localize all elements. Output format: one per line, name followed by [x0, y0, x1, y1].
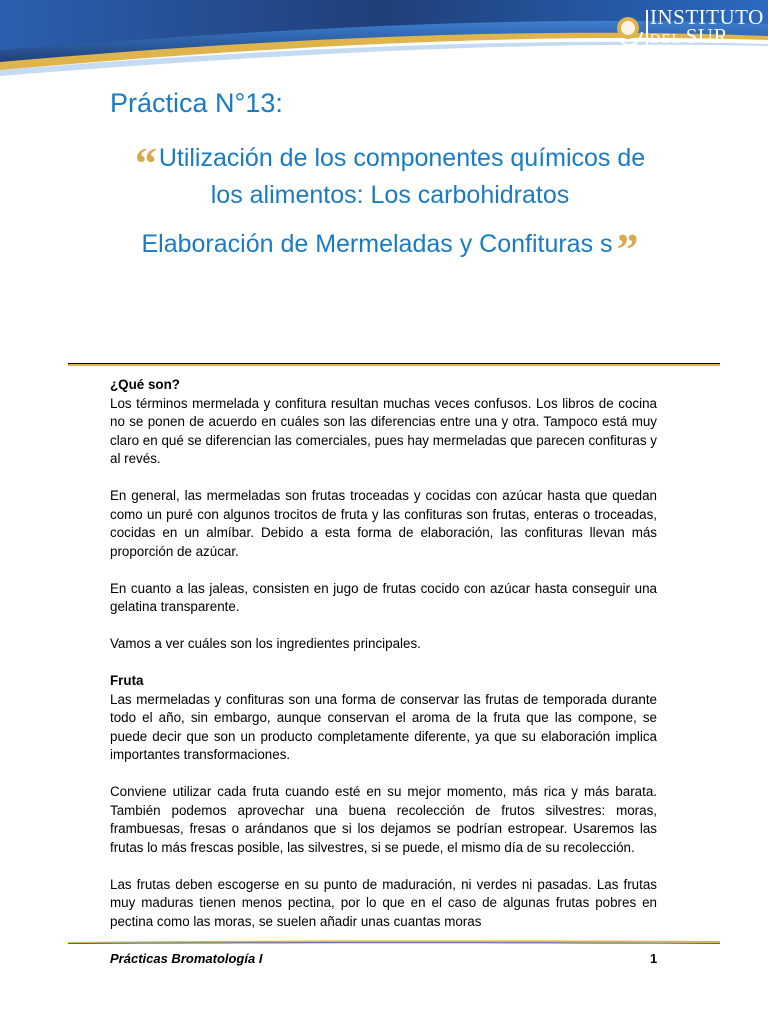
- paragraph: En cuanto a las jaleas, consisten en jugo de frutas cocido con azúcar hasta conseguir una gelatina transparente.: [110, 580, 657, 614]
- title-line-1-text: Utilización de los componentes químicos de los alimentos: Los carbohidratos: [158, 144, 646, 209]
- title-line-1: [130, 140, 650, 214]
- logo-text-instituto: INSTITUTO: [650, 5, 764, 29]
- heading-que-son: ¿Qué son?: [110, 377, 180, 392]
- paragraph: Los términos mermelada y confitura resultan muchas veces confusos. Los libros de cocina no se ponen de acuerdo en cuáles son las diferencias entre una y otra. Tampoco está muy claro en qué se diferencian las comerciales, pues hay mermeladas que parecen confituras y al revés.: [110, 395, 657, 466]
- paragraph: En general, las mermeladas son frutas troceadas y cocidas con azúcar hasta que quedan como un puré con algunos trocitos de fruta y las confituras son frutas, enteras o troceadas, cocidas en un almíbar. Debido a esta forma de elaboración, las confituras llevan más proporción de azúcar.: [110, 488, 657, 559]
- practice-title: Práctica N°13:: [110, 88, 283, 118]
- top-divider: [68, 363, 720, 366]
- title-line-2-text: Elaboración de Mermeladas y Confituras s: [141, 230, 613, 258]
- title-line-2: [130, 225, 650, 274]
- logo-text-del-sur: [650, 24, 728, 49]
- close-quote-mark: ”: [616, 225, 639, 274]
- paragraph: Conviene utilizar cada fruta cuando esté en su mejor momento, más rica y más barata. También podemos aprovechar una buena recolección de frutos silvestres: moras, frambuesas, fresas o arándanos que si los dejamos se podrían estropear. Usaremos las frutas lo más frescas posible, las silvestres, si se puede, el mismo día de su recolección.: [110, 784, 657, 855]
- body-content: [110, 376, 657, 950]
- page-number: 1: [650, 951, 658, 966]
- footer-course-name: Prácticas Bromatología I: [110, 951, 263, 966]
- open-quote-mark: “: [134, 139, 157, 188]
- logo-text-sur: SUR: [685, 24, 729, 48]
- paragraph: Vamos a ver cuáles son los ingredientes principales.: [110, 636, 421, 651]
- heading-fruta: Fruta: [110, 673, 144, 688]
- logo-text-del: DEL: [650, 32, 682, 47]
- bottom-divider: [68, 940, 720, 944]
- paragraph: Las frutas deben escogerse en su punto de maduración, ni verdes ni pasadas. Las frutas muy maduras tienen menos pectina, por lo que en el caso de algunas frutas pobres en pectina como las moras, se suelen añadir unas cuantas moras: [110, 876, 657, 929]
- main-title: [130, 139, 650, 274]
- paragraph: Las mermeladas y confituras son una forma de conservar las frutas de temporada durante todo el año, sin embargo, aunque conservan el aroma de la fruta que las compone, se puede decir que son un producto completamente diferente, ya que su elaboración implica importantes transformaciones.: [110, 691, 657, 762]
